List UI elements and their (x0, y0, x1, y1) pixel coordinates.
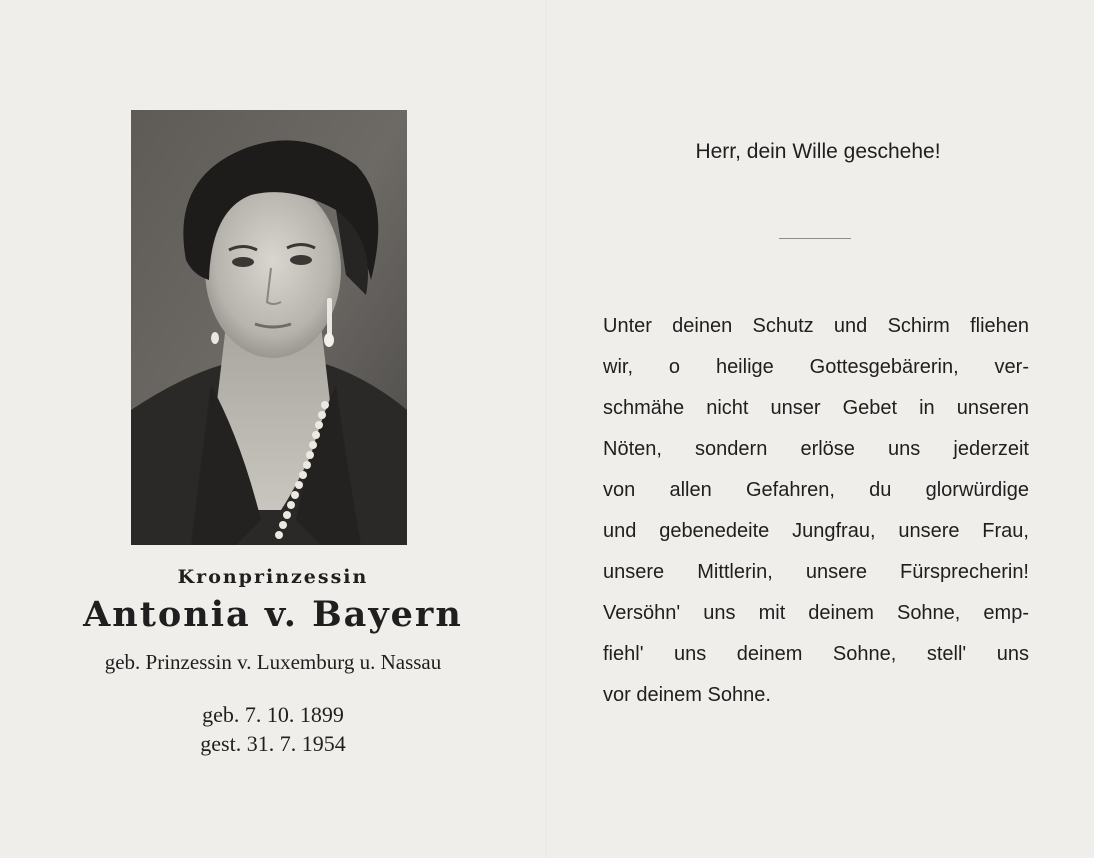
birth-name: geb. Prinzessin v. Luxemburg u. Nassau (104, 650, 442, 674)
royal-title: Kronprinzessin (177, 566, 369, 588)
divider-line (779, 238, 851, 239)
prayer-heading: Herr, dein Wille geschehe! (695, 140, 941, 163)
prayer-line: Nöten, sondern erlöse uns jederzeit (603, 438, 1029, 460)
prayer-line: Unter deinen Schutz und Schirm fliehen (603, 315, 1029, 337)
prayer-line: und gebenedeite Jungfrau, unsere Frau, (603, 520, 1029, 542)
prayer-text (603, 306, 1029, 716)
portrait-photo (131, 110, 407, 545)
prayer-line: schmähe nicht unser Gebet in unseren (603, 397, 1029, 419)
death-date: gest. 31. 7. 1954 (200, 731, 346, 756)
prayer-line: wir, o heilige Gottesgebärerin, ver- (603, 356, 1029, 378)
prayer-line: vor deinem Sohne. (603, 684, 771, 706)
life-dates (0, 700, 546, 758)
prayer-line: Versöhn' uns mit deinem Sohne, emp- (603, 602, 1029, 624)
birth-date: geb. 7. 10. 1899 (202, 702, 344, 727)
prayer-line: unsere Mittlerin, unsere Fürsprecherin! (603, 561, 1029, 583)
deceased-name: Antonia v. Bayern (83, 594, 463, 635)
card-fold (546, 0, 548, 858)
prayer-line: von allen Gefahren, du glorwürdige (603, 479, 1029, 501)
prayer-line: fiehl' uns deinem Sohne, stell' uns (603, 643, 1029, 665)
